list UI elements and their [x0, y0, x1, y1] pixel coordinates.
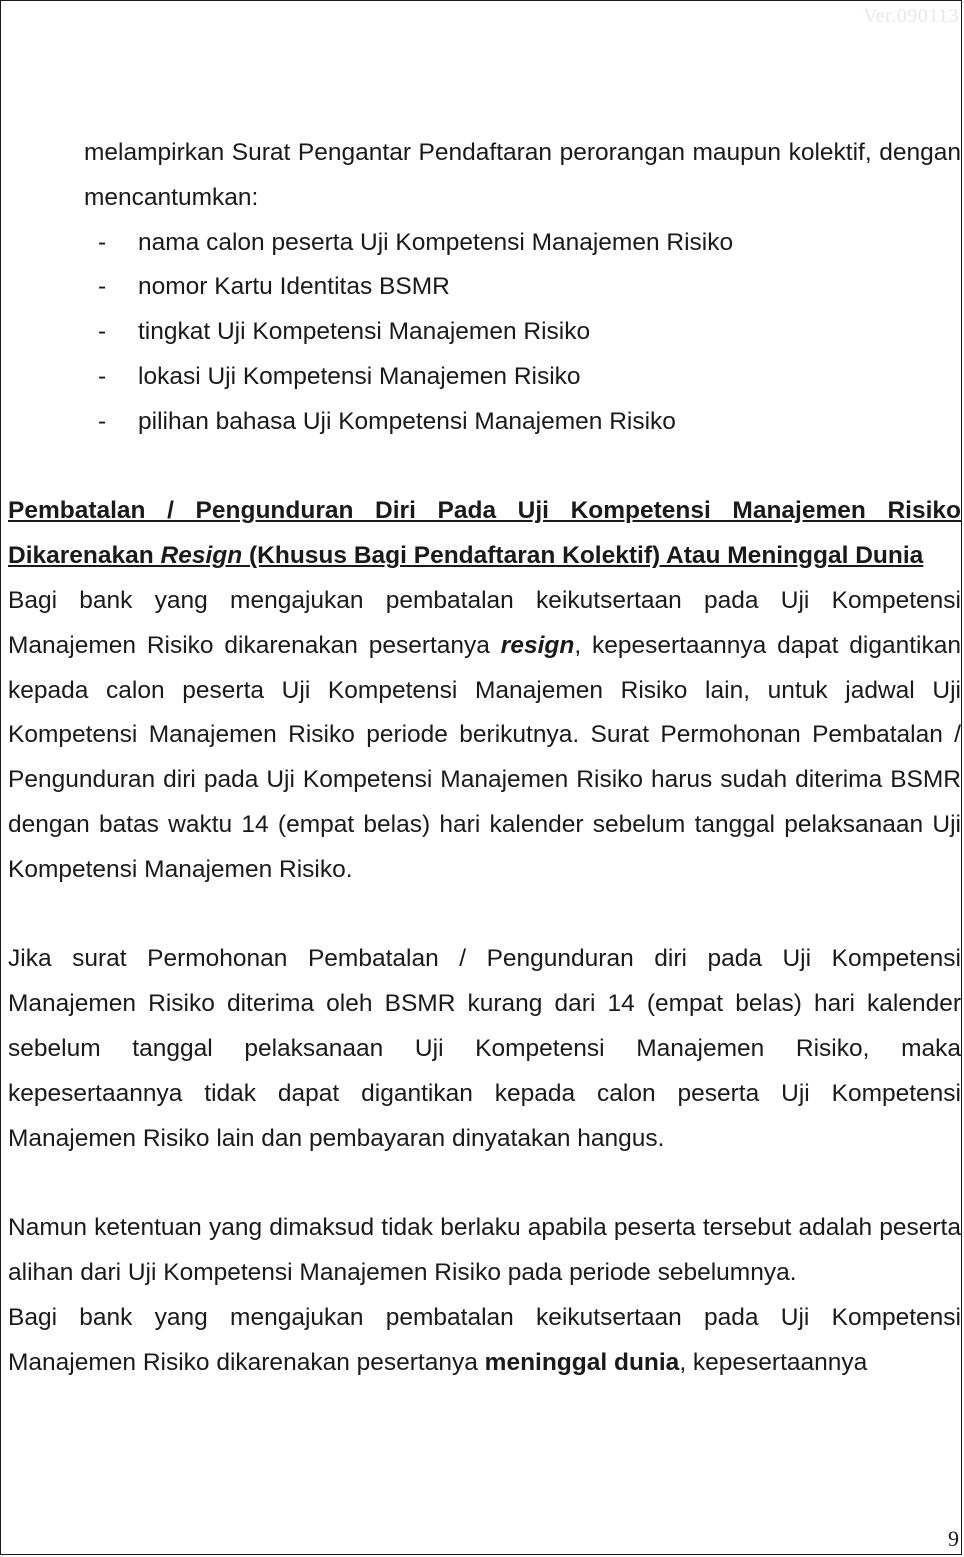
resign-emphasis: resign	[500, 631, 575, 659]
heading-italic-term: Resign	[160, 542, 243, 570]
bullet-dash: -	[98, 362, 107, 390]
document-body	[8, 131, 961, 1385]
list-item-text: nama calon peserta Uji Kompetensi Manajemen Risiko	[138, 228, 734, 256]
deceased-emphasis: meninggal dunia	[484, 1348, 680, 1376]
requirements-list	[8, 221, 961, 445]
list-item	[8, 355, 961, 400]
list-item	[8, 400, 961, 445]
bullet-dash: -	[98, 273, 107, 301]
bullet-dash: -	[98, 318, 107, 346]
list-item-text: pilihan bahasa Uji Kompetensi Manajemen Risiko	[138, 407, 676, 435]
bullet-dash: -	[98, 407, 107, 435]
late-request-paragraph: Jika surat Permohonan Pembatalan / Pengunduran diri pada Uji Kompetensi Manajemen Risiko diterima oleh BSMR kurang dari 14 (empat belas) hari kalender sebelum tanggal pelaksanaan Uji Kompetensi Manajemen Risiko, maka kepesertaannya tidak dapat digantikan kepada calon peserta Uji Kompetensi Manajemen Risiko lain dan pembayaran dinyatakan hangus.	[8, 945, 961, 1152]
list-item	[8, 221, 961, 266]
exception-paragraph: Namun ketentuan yang dimaksud tidak berlaku apabila peserta tersebut adalah peserta alihan dari Uji Kompetensi Manajemen Risiko pada periode sebelumnya.	[8, 1214, 961, 1286]
deceased-paragraph: Bagi bank yang mengajukan pembatalan keikutsertaan pada Uji Kompetensi Manajemen Risiko dikarenakan pesertanya meninggal dunia, kepesertaannya	[8, 1303, 961, 1376]
intro-paragraph: melampirkan Surat Pengantar Pendaftaran perorangan maupun kolektif, dengan mencantumkan:	[84, 139, 961, 211]
bullet-dash: -	[98, 228, 107, 256]
list-item-text: nomor Kartu Identitas BSMR	[138, 273, 450, 301]
list-item-text: lokasi Uji Kompetensi Manajemen Risiko	[138, 362, 581, 390]
resign-paragraph: Bagi bank yang mengajukan pembatalan keikutsertaan pada Uji Kompetensi Manajemen Risiko dikarenakan pesertanya resign, kepesertaannya dapat digantikan kepada calon peserta Uji Kompetensi Manajemen Risiko lain, untuk jadwal Uji Kompetensi Manajemen Risiko periode berikutnya. Surat Permohonan Pembatalan / Pengunduran diri pada Uji Kompetensi Manajemen Risiko harus sudah diterima BSMR dengan batas waktu 14 (empat belas) hari kalender sebelum tanggal pelaksanaan Uji Kompetensi Manajemen Risiko.	[8, 586, 961, 883]
list-item-text: tingkat Uji Kompetensi Manajemen Risiko	[138, 318, 591, 346]
list-item	[8, 310, 961, 355]
section-heading: Pembatalan / Pengunduran Diri Pada Uji Kompetensi Manajemen Risiko Dikarenakan Resign (Khusus Bagi Pendaftaran Kolektif) Atau Meninggal Dunia	[8, 497, 961, 570]
version-watermark: Ver.090113	[863, 5, 959, 27]
list-item	[8, 265, 961, 310]
page-number: 9	[948, 1526, 959, 1551]
